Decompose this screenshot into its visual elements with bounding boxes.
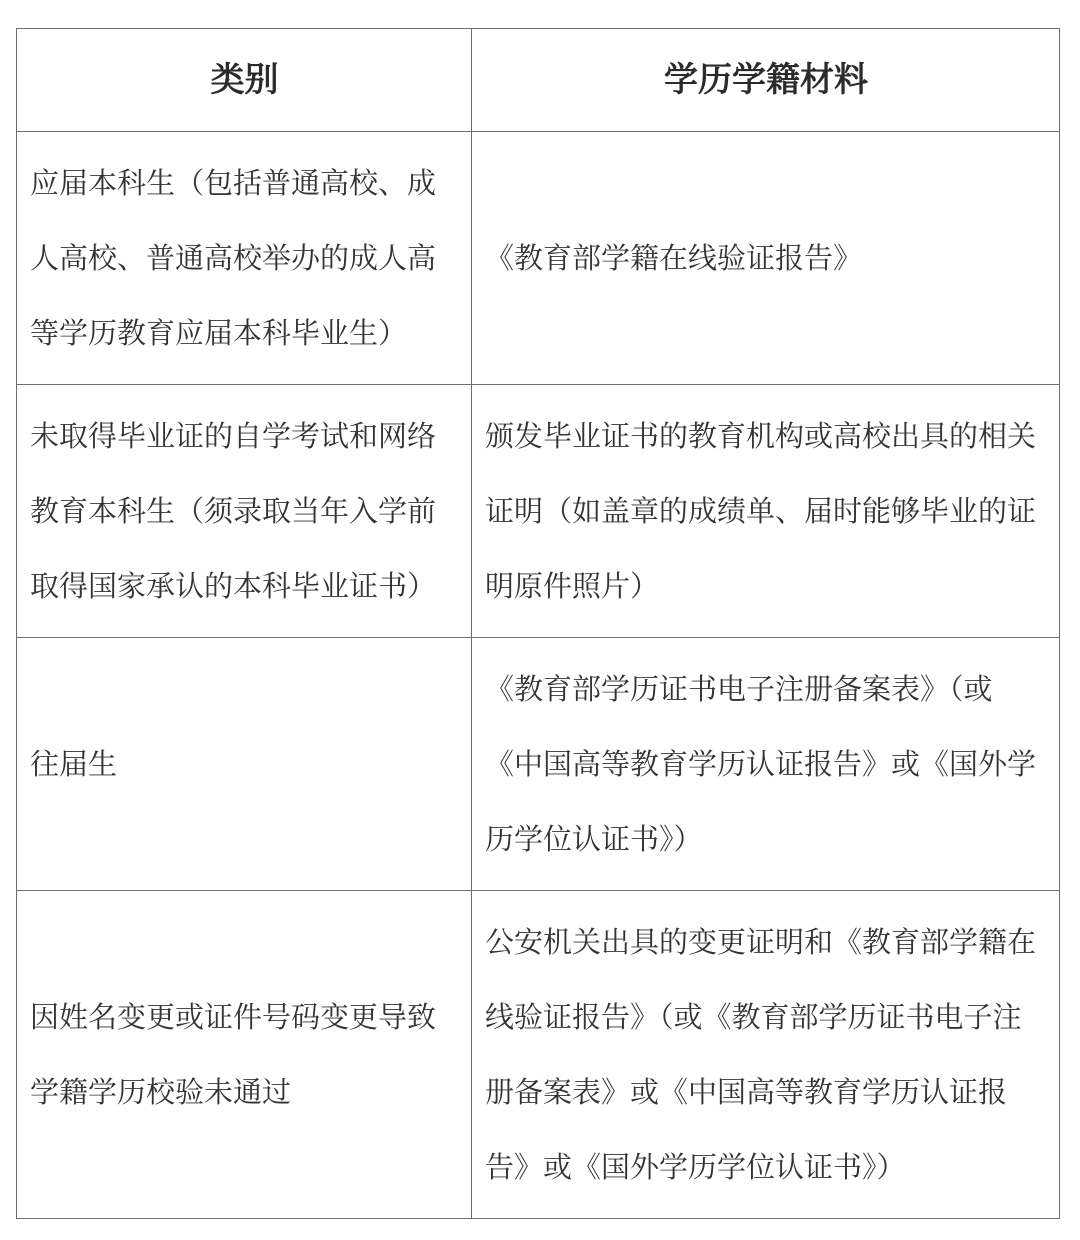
table-row <box>17 891 1060 1219</box>
table-row <box>17 385 1060 638</box>
materials-cell: 《教育部学历证书电子注册备案表》（或《中国高等教育学历认证报告》或《国外学历学位认证书》） <box>472 638 1060 891</box>
materials-cell: 颁发毕业证书的教育机构或高校出具的相关证明（如盖章的成绩单、届时能够毕业的证明原件照片） <box>472 385 1060 638</box>
table-row <box>17 638 1060 891</box>
category-cell: 未取得毕业证的自学考试和网络教育本科生（须录取当年入学前取得国家承认的本科毕业证书） <box>17 385 472 638</box>
category-cell: 因姓名变更或证件号码变更导致学籍学历校验未通过 <box>17 891 472 1219</box>
materials-cell: 公安机关出具的变更证明和《教育部学籍在线验证报告》（或《教育部学历证书电子注册备案表》或《中国高等教育学历认证报告》或《国外学历学位认证书》） <box>472 891 1060 1219</box>
header-category: 类别 <box>17 29 472 132</box>
table-header-row <box>17 29 1060 132</box>
table-row <box>17 132 1060 385</box>
materials-cell: 《教育部学籍在线验证报告》 <box>472 132 1060 385</box>
category-cell: 应届本科生（包括普通高校、成人高校、普通高校举办的成人高等学历教育应届本科毕业生） <box>17 132 472 385</box>
requirements-table <box>16 28 1060 1219</box>
requirements-table-container <box>16 28 1059 1219</box>
header-materials: 学历学籍材料 <box>472 29 1060 132</box>
category-cell: 往届生 <box>17 638 472 891</box>
